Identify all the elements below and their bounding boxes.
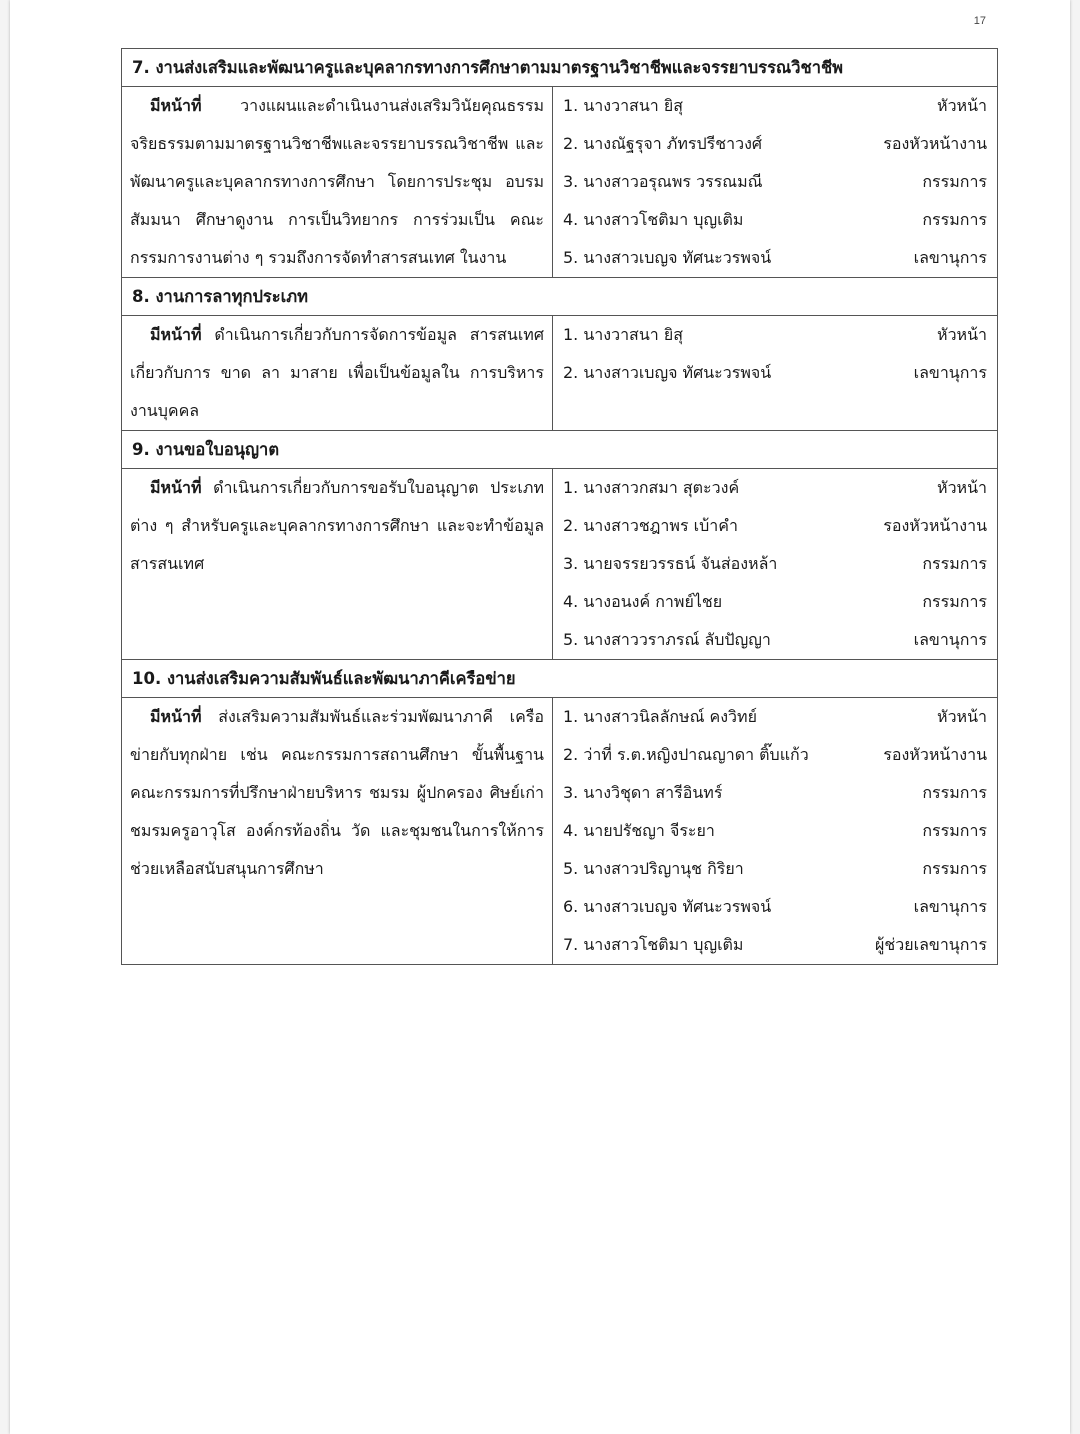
page-number: 17 bbox=[973, 15, 986, 27]
member-name: 2. นางสาวเบญจ ทัศนะวรพจน์ bbox=[563, 362, 772, 382]
member-role: รองหัวหน้างาน bbox=[883, 744, 988, 764]
member-role: หัวหน้า bbox=[937, 324, 988, 344]
member-item bbox=[563, 125, 987, 163]
member-item bbox=[563, 507, 987, 545]
member-role: รองหัวหน้างาน bbox=[883, 133, 988, 153]
section-header-row bbox=[122, 49, 998, 87]
duty-lead: มีหน้าที่ bbox=[150, 707, 202, 726]
member-role: เลขานุการ bbox=[913, 896, 988, 916]
member-item bbox=[563, 354, 987, 392]
member-item bbox=[563, 621, 987, 659]
member-item bbox=[563, 774, 987, 812]
section-title: 10. งานส่งเสริมความสัมพันธ์และพัฒนาภาคีเครือข่าย bbox=[122, 660, 998, 698]
member-name: 4. นางอนงค์ กาพย์ไชย bbox=[563, 591, 723, 611]
section-body-row bbox=[122, 469, 998, 660]
member-name: 7. นางสาวโชติมา บุญเติม bbox=[563, 934, 744, 954]
section-description bbox=[122, 87, 552, 277]
section-title: 9. งานขอใบอนุญาต bbox=[122, 431, 998, 469]
section-body-row bbox=[122, 316, 998, 431]
member-name: 4. นางสาวโชติมา บุญเติม bbox=[563, 209, 744, 229]
member-name: 3. นางสาวอรุณพร วรรณมณี bbox=[563, 171, 763, 191]
duty-lead: มีหน้าที่ bbox=[150, 325, 202, 344]
member-role: กรรมการ bbox=[922, 591, 988, 611]
duty-text: ดำเนินการเกี่ยวกับการขอรับใบอนุญาต ประเภทต่าง ๆ สำหรับครูและบุคลากรทางการศึกษา และจะทำข้อมูลสารสนเทศ bbox=[130, 478, 544, 573]
section-description-cell bbox=[122, 698, 553, 965]
member-name: 3. นางวิชุดา สารีอินทร์ bbox=[563, 782, 723, 802]
member-item bbox=[563, 926, 987, 964]
member-name: 5. นางสาวปริญานุช กิริยา bbox=[563, 858, 744, 878]
section-body-row bbox=[122, 87, 998, 278]
member-role: ผู้ช่วยเลขานุการ bbox=[875, 934, 988, 954]
member-name: 2. ว่าที่ ร.ต.หญิงปาณญาดา ติ๊บแก้ว bbox=[563, 744, 809, 764]
section-description bbox=[122, 698, 552, 888]
section-description-cell bbox=[122, 87, 553, 278]
member-name: 1. นางวาสนา ยิสุ bbox=[563, 95, 683, 115]
member-item bbox=[563, 736, 987, 774]
section-description bbox=[122, 469, 552, 583]
member-item bbox=[563, 888, 987, 926]
section-members-cell bbox=[553, 698, 998, 965]
member-list bbox=[553, 698, 997, 964]
member-item bbox=[563, 812, 987, 850]
duty-lead: มีหน้าที่ bbox=[150, 478, 202, 497]
document-page bbox=[10, 0, 1070, 1434]
member-role: กรรมการ bbox=[922, 782, 988, 802]
member-role: กรรมการ bbox=[922, 820, 988, 840]
member-item bbox=[563, 545, 987, 583]
member-item bbox=[563, 201, 987, 239]
member-role: หัวหน้า bbox=[937, 477, 988, 497]
member-item bbox=[563, 469, 987, 507]
member-role: หัวหน้า bbox=[937, 706, 988, 726]
member-name: 1. นางวาสนา ยิสุ bbox=[563, 324, 683, 344]
member-name: 6. นางสาวเบญจ ทัศนะวรพจน์ bbox=[563, 896, 772, 916]
member-item bbox=[563, 163, 987, 201]
duty-lead: มีหน้าที่ bbox=[150, 96, 202, 115]
member-item bbox=[563, 850, 987, 888]
member-name: 2. นางสาวชฎาพร เบ้าคำ bbox=[563, 515, 738, 535]
member-role: กรรมการ bbox=[922, 171, 988, 191]
section-members-cell bbox=[553, 87, 998, 278]
member-name: 2. นางณัฐรุจา ภัทรปรีชาวงศ์ bbox=[563, 133, 763, 153]
section-title: 8. งานการลาทุกประเภท bbox=[122, 278, 998, 316]
member-name: 1. นางสาวกสมา สุตะวงค์ bbox=[563, 477, 740, 497]
duty-table bbox=[121, 48, 998, 965]
duty-text: วางแผนและดำเนินงานส่งเสริมวินัยคุณธรรม จริยธรรมตามมาตรฐานวิชาชีพและจรรยาบรรณวิชาชีพ และพัฒนาครูและบุคลากรทางการศึกษา โดยการประชุม อบรม สัมมนา ศึกษาดูงาน การเป็นวิทยากร การร่วมเป็น คณะกรรมการงานต่าง ๆ รวมถึงการจัดทำสารสนเทศ ในงาน bbox=[130, 96, 544, 267]
member-item bbox=[563, 87, 987, 125]
section-body-row bbox=[122, 698, 998, 965]
member-name: 3. นายจรรยวรรธน์ จันส่องหล้า bbox=[563, 553, 778, 573]
member-role: รองหัวหน้างาน bbox=[883, 515, 988, 535]
member-role: เลขานุการ bbox=[913, 247, 988, 267]
member-name: 4. นายปรัชญา จีระยา bbox=[563, 820, 715, 840]
section-members-cell bbox=[553, 469, 998, 660]
member-name: 1. นางสาวนิลลักษณ์ คงวิทย์ bbox=[563, 706, 757, 726]
member-role: กรรมการ bbox=[922, 553, 988, 573]
member-item bbox=[563, 698, 987, 736]
member-role: กรรมการ bbox=[922, 858, 988, 878]
member-name: 5. นางสาวเบญจ ทัศนะวรพจน์ bbox=[563, 247, 772, 267]
section-header-row bbox=[122, 660, 998, 698]
member-item bbox=[563, 239, 987, 277]
section-description-cell bbox=[122, 316, 553, 431]
member-list bbox=[553, 469, 997, 659]
duty-text: ส่งเสริมความสัมพันธ์และร่วมพัฒนาภาคี เครือข่ายกับทุกฝ่าย เช่น คณะกรรมการสถานศึกษา ขั้นพื้นฐาน คณะกรรมการที่ปรึกษาฝ่ายบริหาร ชมรม ผู้ปกครอง ศิษย์เก่า ชมรมครูอาวุโส องค์กรท้องถิ่น วัด และชุมชนในการให้การช่วยเหลือสนับสนุนการศึกษา bbox=[130, 707, 544, 878]
member-item bbox=[563, 583, 987, 621]
member-list bbox=[553, 316, 997, 392]
member-role: หัวหน้า bbox=[937, 95, 988, 115]
section-header-row bbox=[122, 431, 998, 469]
duty-text: ดำเนินการเกี่ยวกับการจัดการข้อมูล สารสนเทศเกี่ยวกับการ ขาด ลา มาสาย เพื่อเป็นข้อมูลใน การบริหารงานบุคคล bbox=[130, 325, 544, 420]
member-role: กรรมการ bbox=[922, 209, 988, 229]
section-members-cell bbox=[553, 316, 998, 431]
section-description-cell bbox=[122, 469, 553, 660]
section-title: 7. งานส่งเสริมและพัฒนาครูและบุคลากรทางการศึกษาตามมาตรฐานวิชาชีพและจรรยาบรรณวิชาชีพ bbox=[122, 49, 998, 87]
member-name: 5. นางสาววราภรณ์ ลับปัญญา bbox=[563, 629, 771, 649]
member-role: เลขานุการ bbox=[913, 362, 988, 382]
member-role: เลขานุการ bbox=[913, 629, 988, 649]
member-item bbox=[563, 316, 987, 354]
section-description bbox=[122, 316, 552, 430]
section-header-row bbox=[122, 278, 998, 316]
member-list bbox=[553, 87, 997, 277]
